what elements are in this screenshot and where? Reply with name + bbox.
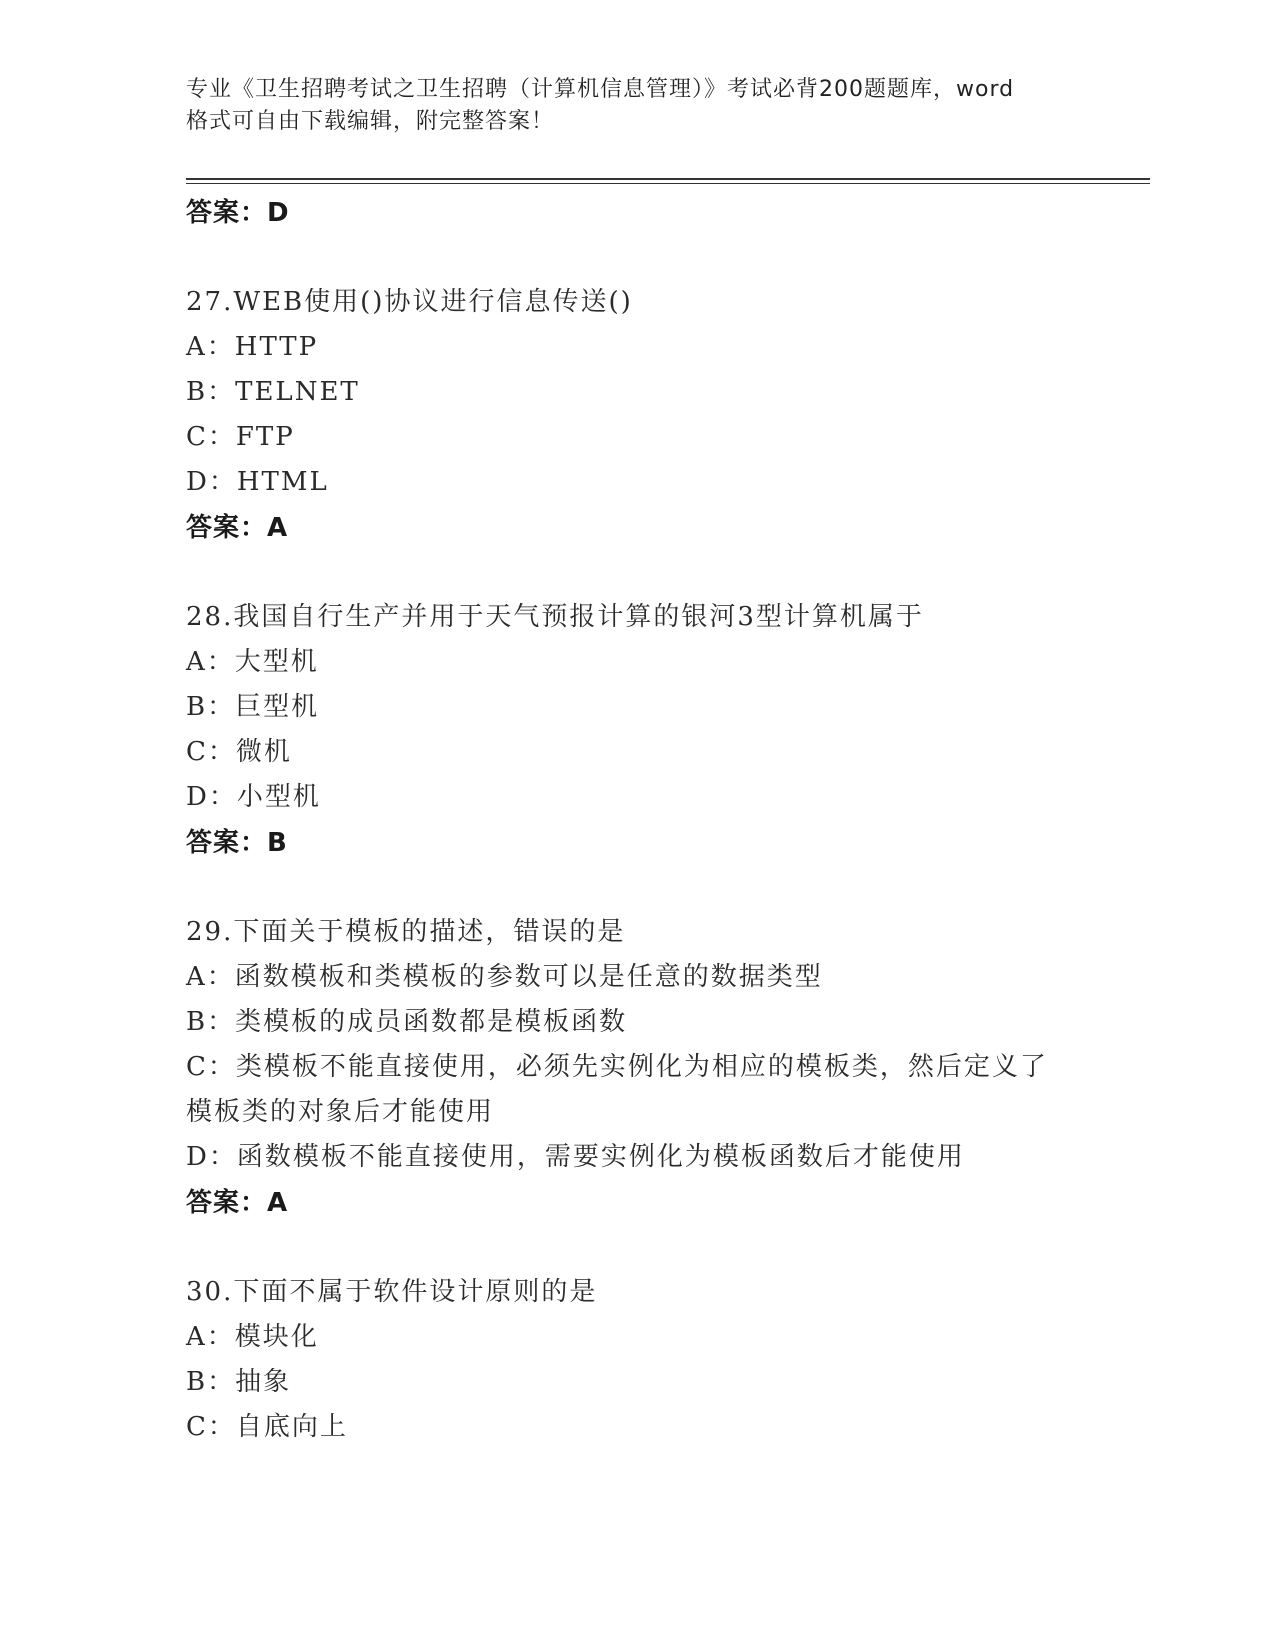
answer: 答案：A <box>186 1188 289 1218</box>
previous-answer: 答案：D <box>186 198 290 228</box>
option-c-continued: 模板类的对象后才能使用 <box>186 1097 495 1127</box>
question-27 <box>186 280 1150 551</box>
header-line-2: 格式可自由下载编辑，附完整答案！ <box>186 109 555 134</box>
question-stem: 28.我国自行生产并用于天气预报计算的银河3型计算机属于 <box>186 602 924 632</box>
option-b: B：巨型机 <box>186 692 320 722</box>
answer: 答案：B <box>186 828 288 858</box>
answer: 答案：A <box>186 513 289 543</box>
option-a: A：大型机 <box>186 647 319 677</box>
option-b: B：抽象 <box>186 1367 292 1397</box>
question-29 <box>186 910 1150 1226</box>
option-a: A：HTTP <box>186 332 319 362</box>
question-stem: 30.下面不属于软件设计原则的是 <box>186 1277 598 1307</box>
question-28 <box>186 595 1150 866</box>
question-list <box>186 190 1150 1450</box>
option-c: C：类模板不能直接使用，必须先实例化为相应的模板类，然后定义了 <box>186 1052 1048 1082</box>
question-stem: 27.WEB使用()协议进行信息传送() <box>186 287 633 317</box>
option-b: B：类模板的成员函数都是模板函数 <box>186 1007 628 1037</box>
header-divider-thick <box>186 178 1150 180</box>
option-b: B：TELNET <box>186 377 360 407</box>
document-header <box>186 74 1086 138</box>
option-c: C：自底向上 <box>186 1412 348 1442</box>
header-line-1: 专业《卫生招聘考试之卫生招聘（计算机信息管理）》考试必背200题题库，word <box>186 77 1015 102</box>
question-30 <box>186 1270 1150 1450</box>
option-c: C：微机 <box>186 737 292 767</box>
option-a: A：函数模板和类模板的参数可以是任意的数据类型 <box>186 962 823 992</box>
option-d: D：小型机 <box>186 782 321 812</box>
question-stem: 29.下面关于模板的描述，错误的是 <box>186 917 626 947</box>
option-d: D：HTML <box>186 467 329 497</box>
option-c: C：FTP <box>186 422 295 452</box>
option-a: A：模块化 <box>186 1322 319 1352</box>
header-divider-thin <box>186 183 1150 184</box>
option-d: D：函数模板不能直接使用，需要实例化为模板函数后才能使用 <box>186 1142 965 1172</box>
